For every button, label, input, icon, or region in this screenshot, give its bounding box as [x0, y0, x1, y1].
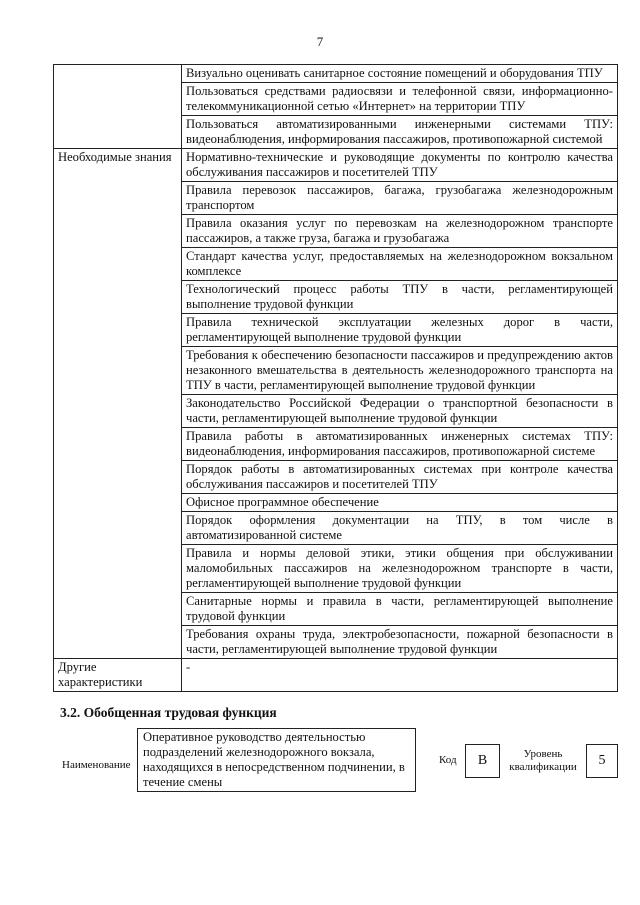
row-text: Офисное программное обеспечение [182, 494, 618, 512]
row-label [54, 65, 182, 149]
page-number: 7 [316, 34, 324, 49]
row-text: Стандарт качества услуг, предоставляемых на железнодорожном вокзальном комплексе [182, 248, 618, 281]
row-text: Правила оказания услуг по перевозкам на железнодорожном транспорте пассажиров, а также груза, багажа и грузобагажа [182, 215, 618, 248]
code-value-box: В [465, 744, 500, 778]
row-label-other-characteristics: Другие характеристики [54, 659, 182, 692]
row-text: Пользоваться автоматизированными инженерными системами ТПУ: видеонаблюдения, информирования пассажиров, противопожарной системой [182, 116, 618, 149]
name-label: Наименование [62, 759, 131, 771]
skills-knowledge-table [53, 64, 618, 692]
table-row [54, 65, 618, 83]
row-text: Правила и нормы деловой этики, этики общения при обслуживании маломобильных пассажиров на железнодорожном транспорте в части, регламентирующей выполнение трудовой функции [182, 545, 618, 593]
row-text: Санитарные нормы и правила в части, регламентирующей выполнение трудовой функции [182, 593, 618, 626]
row-text: Визуально оценивать санитарное состояние помещений и оборудования ТПУ [182, 65, 618, 83]
row-text: Законодательство Российской Федерации о транспортной безопасности в части, регламентирующей выполнение трудовой функции [182, 395, 618, 428]
row-text: Нормативно-технические и руководящие документы по контролю качества обслуживания пассажиров и посетителей ТПУ [182, 149, 618, 182]
row-text: Технологический процесс работы ТПУ в части, регламентирующей выполнение трудовой функции [182, 281, 618, 314]
row-text: Правила технической эксплуатации железных дорог в части, регламентирующей выполнение трудовой функции [182, 314, 618, 347]
row-text: Порядок оформления документации на ТПУ, в том числе в автоматизированной системе [182, 512, 618, 545]
row-text: Требования охраны труда, электробезопасности, пожарной безопасности в части, регламентирующей выполнение трудовой функции [182, 626, 618, 659]
code-label: Код [439, 754, 457, 766]
row-text: Правила перевозок пассажиров, багажа, грузобагажа железнодорожным транспортом [182, 182, 618, 215]
row-text: Пользоваться средствами радиосвязи и телефонной связи, информационно-телекоммуникационной сетью «Интернет» на территории ТПУ [182, 83, 618, 116]
level-label: Уровень квалификации [509, 748, 577, 773]
level-value-box: 5 [586, 744, 618, 778]
row-text: Требования к обеспечению безопасности пассажиров и предупреждению актов незаконного вмешательства в деятельность железнодорожного транспорта на ТПУ в части, регламентирующей выполнение трудовой функции [182, 347, 618, 395]
table-row [54, 149, 618, 182]
generalized-function-block [0, 728, 640, 798]
name-value-box: Оперативное руководство деятельностью подразделений железнодорожного вокзала, находящихся в непосредственном подчинении, в течение смены [137, 728, 416, 792]
table-row [54, 659, 618, 692]
row-text: Порядок работы в автоматизированных системах при контроле качества обслуживания пассажиров и посетителей ТПУ [182, 461, 618, 494]
row-text: - [182, 659, 618, 692]
row-label-necessary-knowledge: Необходимые знания [54, 149, 182, 659]
section-heading: 3.2. Обобщенная трудовая функция [60, 705, 277, 720]
row-text: Правила работы в автоматизированных инженерных системах ТПУ: видеонаблюдения, информирования пассажиров, противопожарной системе [182, 428, 618, 461]
